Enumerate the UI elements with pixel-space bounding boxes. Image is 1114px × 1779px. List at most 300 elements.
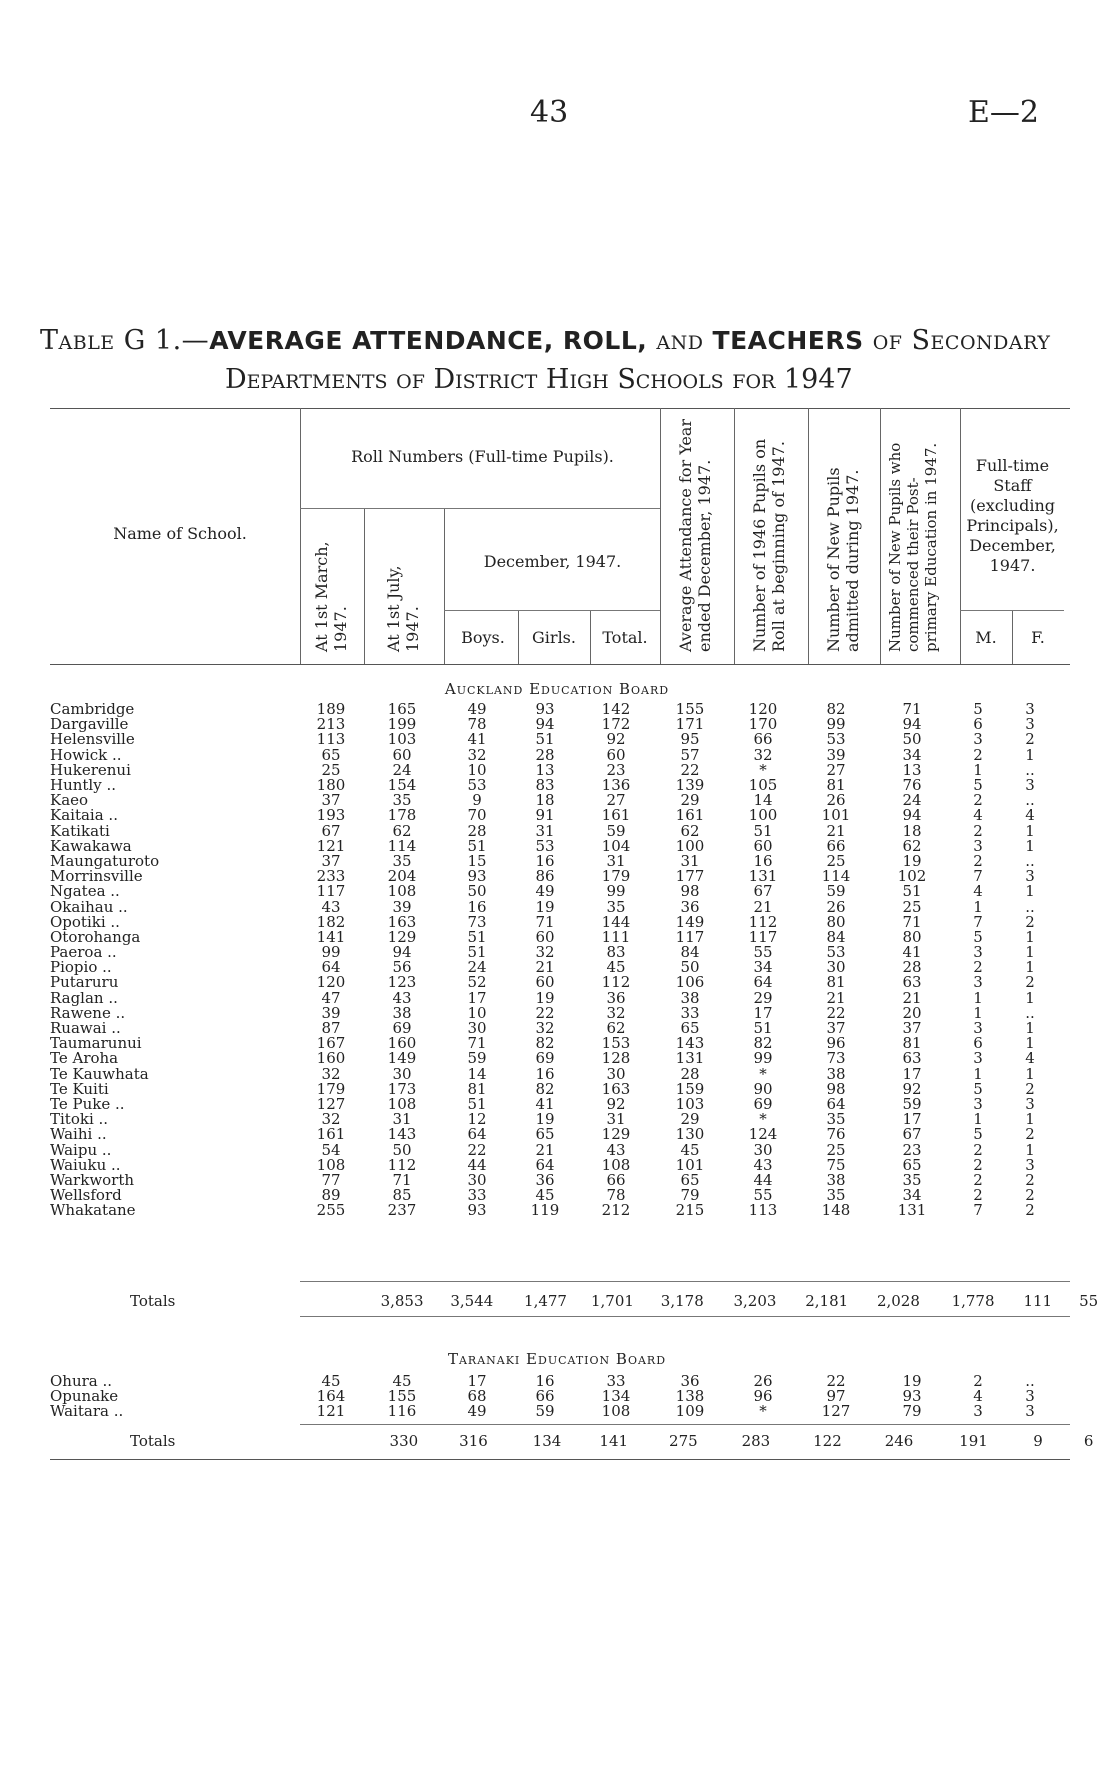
taranaki-totals [50,1430,1114,1452]
table-cell: 36 [535,1170,555,1189]
table-cell: 114 [387,836,417,855]
table-cell: 68 [467,1387,487,1406]
table-row [50,1404,1056,1419]
table-cell: * [759,760,767,779]
table-cell: 170 [748,715,778,734]
table-cell: 6 [973,715,983,734]
divider [444,610,660,611]
table-cell: 111 [601,927,631,946]
table-cell: 2 [973,1140,983,1159]
table-cell: 51 [467,836,487,855]
table-cell: 35 [392,851,412,870]
table-cell: 65 [680,1170,700,1189]
table-cell: 103 [387,730,417,749]
table-cell: 148 [821,1201,851,1220]
table-cell: 179 [316,1079,346,1098]
divider [444,508,445,664]
table-cell: 3 [973,943,983,962]
table-cell: 30 [467,1019,487,1038]
divider [518,610,519,664]
table-cell: 4 [973,1387,983,1406]
table-cell: * [759,1402,767,1421]
table-cell: 2 [1025,1125,1035,1144]
table-cell: 1 [1025,836,1035,855]
title-prefix: Table G 1.— [40,325,210,356]
table-cell: 63 [902,973,922,992]
divider [1012,610,1013,664]
table-cell: 9 [1033,1431,1043,1450]
table-cell: 124 [748,1125,778,1144]
table-cell: 50 [902,730,922,749]
table-cell: 3 [1025,715,1035,734]
table-cell: 83 [535,776,555,795]
table-cell: 28 [467,821,487,840]
table-cell: 142 [601,700,631,719]
table-cell: 117 [675,927,705,946]
table-cell: 92 [606,1094,626,1113]
table-cell: 76 [826,1125,846,1144]
table-cell: 45 [535,1186,555,1205]
table-cell: 114 [821,867,851,886]
divider [960,610,1064,611]
table-cell: 32 [467,745,487,764]
table-cell: 65 [535,1125,555,1144]
totals-label: Totals [130,1431,176,1450]
table-cell: 17 [467,1372,487,1391]
school-name: Howick .. [50,745,122,764]
table-cell: 30 [392,1064,412,1083]
school-name: Maungaturoto [50,851,160,870]
table-cell: 113 [748,1201,778,1220]
table-cell: 98 [826,1079,846,1098]
table-cell: 67 [321,821,341,840]
table-cell: 43 [392,988,412,1007]
table-cell: 60 [535,973,555,992]
table-cell: 30 [753,1140,773,1159]
table-cell: 99 [826,715,846,734]
taranaki-table [50,1374,1056,1420]
table-cell: 121 [316,1402,346,1421]
table-cell: 179 [601,867,631,886]
table-cell: 127 [316,1094,346,1113]
table-cell: 93 [467,1201,487,1220]
table-cell: 37 [826,1019,846,1038]
table-cell: 127 [821,1402,851,1421]
table-cell: 28 [535,745,555,764]
table-cell: 26 [826,897,846,916]
page-number: 43 [530,95,569,130]
column-header-new-pupils: Number of New Pupils admitted during 1947. [824,467,862,652]
table-cell: 1 [1025,745,1035,764]
school-name: Morrinsville [50,867,143,886]
table-cell: 22 [826,1003,846,1022]
school-name: Otorohanga [50,927,141,946]
totals-label: Totals [130,1291,176,1310]
table-cell: 78 [467,715,487,734]
table-cell: 161 [675,806,705,825]
table-cell: 172 [601,715,631,734]
table-cell: 24 [902,791,922,810]
table-title [40,325,1080,356]
title-bold-1: AVERAGE ATTENDANCE, ROLL, [209,326,648,355]
table-cell: 36 [680,897,700,916]
table-cell: 77 [321,1170,341,1189]
table-cell: 22 [680,760,700,779]
school-name: Te Puke .. [50,1094,125,1113]
table-cell: 191 [959,1431,988,1450]
divider [300,408,301,664]
school-name: Hukerenui [50,760,131,779]
table-cell: 51 [753,821,773,840]
table-cell: 34 [902,745,922,764]
table-cell: 104 [601,836,631,855]
table-cell: 33 [606,1372,626,1391]
table-cell: 105 [748,776,778,795]
section-heading-taranaki: Taranaki Education Board [447,1350,667,1368]
table-cell: 2 [973,958,983,977]
table-cell: 113 [316,730,346,749]
school-name: Ruawai .. [50,1019,121,1038]
table-cell: 81 [467,1079,487,1098]
table-cell: .. [1025,1372,1035,1391]
table-cell: 193 [316,806,346,825]
table-cell: 16 [753,851,773,870]
table-cell: 41 [467,730,487,749]
table-cell: 3,544 [450,1291,494,1310]
table-cell: 73 [826,1049,846,1068]
table-cell: 3,853 [380,1291,424,1310]
table-cell: 3,178 [660,1291,704,1310]
table-cell: 165 [387,700,417,719]
table-cell: 16 [535,1372,555,1391]
table-cell: 189 [316,700,346,719]
table-cell: 1 [1025,1140,1035,1159]
totals-rule [300,1281,1070,1282]
table-cell: 131 [748,867,778,886]
table-cell: 36 [680,1372,700,1391]
table-cell: 4 [973,806,983,825]
table-cell: 1 [1025,1034,1035,1053]
table-cell: 32 [753,745,773,764]
table-cell: 1 [1025,882,1035,901]
table-cell: 81 [902,1034,922,1053]
table-cell: 5 [973,776,983,795]
table-cell: 59 [902,1094,922,1113]
table-cell: 66 [606,1170,626,1189]
table-cell: 64 [826,1094,846,1113]
table-cell: 131 [675,1049,705,1068]
table-cell: 99 [753,1049,773,1068]
table-cell: 1 [1025,821,1035,840]
school-name: Titoki .. [50,1110,109,1129]
table-cell: 212 [601,1201,631,1220]
column-header-girls: Girls. [532,628,576,647]
table-cell: 3 [1025,1094,1035,1113]
table-cell: 93 [902,1387,922,1406]
table-cell: 2 [973,1155,983,1174]
table-cell: 36 [606,988,626,1007]
table-cell: 1 [973,1110,983,1129]
table-cell: 2 [1025,1170,1035,1189]
table-cell: 199 [387,715,417,734]
table-cell: 26 [826,791,846,810]
table-cell: 141 [316,927,346,946]
divider [364,508,365,664]
column-header-march: At 1st March, 1947. [312,541,350,652]
table-cell: 34 [753,958,773,977]
school-name: Te Aroha [50,1049,119,1068]
table-cell: 71 [392,1170,412,1189]
table-cell: 13 [535,760,555,779]
table-cell: 21 [535,958,555,977]
table-cell: 69 [535,1049,555,1068]
table-cell: 59 [535,1402,555,1421]
table-cell: 117 [316,882,346,901]
table-cell: 54 [321,1140,341,1159]
table-cell: 35 [392,791,412,810]
table-cell: 25 [826,851,846,870]
table-cell: 246 [884,1431,914,1450]
table-cell: 2 [1025,973,1035,992]
table-cell: 63 [902,1049,922,1068]
table-cell: 102 [897,867,927,886]
table-cell: 100 [748,806,778,825]
header-top-rule [50,408,1070,409]
table-cell: 45 [680,1140,700,1159]
table-cell: 96 [753,1387,773,1406]
divider [590,610,591,664]
table-cell: 84 [826,927,846,946]
table-cell: 237 [387,1201,417,1220]
table-cell: 112 [748,912,778,931]
table-cell: 1 [973,1003,983,1022]
table-cell: 27 [606,791,626,810]
table-cell: 108 [387,882,417,901]
table-cell: 53 [535,836,555,855]
table-cell: 2 [1025,1186,1035,1205]
totals-row [50,1290,1114,1312]
table-cell: 37 [321,851,341,870]
totals-rule [300,1424,1070,1425]
school-name: Kawakawa [50,836,132,855]
table-cell: 1 [1025,1110,1035,1129]
table-cell: 21 [826,988,846,1007]
table-cell: 89 [321,1186,341,1205]
table-cell: 3 [973,1094,983,1113]
table-cell: 119 [530,1201,560,1220]
table-cell: 19 [902,851,922,870]
table-cell: 44 [753,1170,773,1189]
table-cell: 3,203 [733,1291,777,1310]
table-cell: 204 [387,867,417,886]
table-cell: 275 [669,1431,698,1450]
table-cell: 22 [826,1372,846,1391]
school-name: Te Kauwhata [50,1064,149,1083]
table-cell: 52 [467,973,487,992]
table-cell: 1 [973,1064,983,1083]
table-cell: 101 [675,1155,705,1174]
table-cell: 64 [321,958,341,977]
table-cell: 67 [902,1125,922,1144]
table-cell: 60 [535,927,555,946]
table-cell: 71 [902,700,922,719]
table-cell: 6 [1083,1431,1094,1450]
school-name: Waipu .. [50,1140,112,1159]
table-cell: 25 [902,897,922,916]
table-cell: 50 [680,958,700,977]
table-cell: 3 [1025,1387,1035,1406]
table-cell: .. [1025,1003,1035,1022]
table-cell: 2,028 [876,1291,920,1310]
school-name: Ngatea .. [50,882,120,901]
table-cell: 95 [680,730,700,749]
school-name: Taumarunui [50,1034,142,1053]
table-cell: 138 [675,1387,705,1406]
table-cell: 30 [826,958,846,977]
table-cell: 27 [826,760,846,779]
table-cell: 149 [675,912,705,931]
table-cell: 21 [902,988,922,1007]
table-cell: 82 [535,1079,555,1098]
table-cell: 7 [973,912,983,931]
table-cell: 4 [1025,1049,1035,1068]
table-cell: 155 [387,1387,417,1406]
table-cell: 144 [601,912,631,931]
table-cell: 19 [535,897,555,916]
auckland-totals [50,1290,1114,1312]
table-cell: 45 [606,958,626,977]
table-cell: 122 [813,1431,842,1450]
table-cell: 131 [897,1201,927,1220]
table-cell: 38 [826,1064,846,1083]
table-cell: 10 [467,1003,487,1022]
table-cell: 12 [467,1110,487,1129]
table-cell: 116 [387,1402,417,1421]
school-name: Cambridge [50,700,135,719]
table-cell: 3 [1025,867,1035,886]
school-name: Ohura .. [50,1372,113,1391]
table-cell: 31 [535,821,555,840]
table-cell: 2 [973,791,983,810]
table-cell: 1 [973,988,983,1007]
table-cell: 66 [535,1387,555,1406]
table-cell: 65 [902,1155,922,1174]
table-cell: 1 [1025,943,1035,962]
table-cell: 65 [321,745,341,764]
column-header-m: M. [975,628,997,647]
table-cell: 64 [753,973,773,992]
table-cell: 17 [753,1003,773,1022]
table-cell: 50 [467,882,487,901]
divider [960,408,961,664]
table-cell: 160 [387,1034,417,1053]
table-cell: 178 [387,806,417,825]
table-cell: 108 [316,1155,346,1174]
table-cell: 4 [1025,806,1035,825]
table-cell: 163 [387,912,417,931]
table-cell: 59 [826,882,846,901]
table-cell: 1 [1025,927,1035,946]
table-cell: 51 [467,1094,487,1113]
table-cell: 55 [753,943,773,962]
table-cell: 79 [680,1186,700,1205]
header-bottom-rule [50,664,1070,665]
table-cell: 128 [601,1049,631,1068]
table-cell: 76 [902,776,922,795]
school-name: Waiuku .. [50,1155,121,1174]
table-cell: 177 [675,867,705,886]
table-cell: 120 [748,700,778,719]
table-cell: 94 [902,806,922,825]
table-cell: 15 [467,851,487,870]
table-cell: 134 [532,1431,562,1450]
column-header-f: F. [1031,628,1045,647]
table-cell: 213 [316,715,346,734]
table-cell: 92 [606,730,626,749]
table-cell: 154 [387,776,417,795]
table-cell: 1,477 [524,1291,567,1310]
table-row [50,1203,1056,1218]
table-cell: 60 [606,745,626,764]
table-cell: 44 [467,1155,487,1174]
table-cell: 120 [316,973,346,992]
table-cell: 2 [973,1186,983,1205]
table-cell: 31 [606,851,626,870]
table-cell: 60 [392,745,412,764]
table-cell: 16 [535,1064,555,1083]
table-cell: 3 [973,973,983,992]
table-cell: 53 [826,943,846,962]
school-name: Raglan .. [50,988,118,1007]
table-cell: 14 [753,791,773,810]
table-cell: .. [1025,897,1035,916]
table-cell: 71 [535,912,555,931]
table-cell: 167 [316,1034,346,1053]
table-cell: 32 [535,1019,555,1038]
table-cell: 49 [467,1402,487,1421]
school-name: Opunake [50,1387,119,1406]
table-cell: 1 [973,760,983,779]
table-cell: 109 [675,1402,705,1421]
school-name: Piopio .. [50,958,112,977]
table-cell: 51 [753,1019,773,1038]
table-cell: 182 [316,912,346,931]
table-cell: 93 [535,700,555,719]
table-cell: 81 [826,973,846,992]
school-name: Whakatane [50,1201,136,1220]
table-cell: 30 [606,1064,626,1083]
table-cell: 16 [535,851,555,870]
table-cell: 29 [680,791,700,810]
table-cell: 31 [606,1110,626,1129]
school-name: Opotiki .. [50,912,120,931]
table-cell: 19 [902,1372,922,1391]
table-cell: 31 [392,1110,412,1129]
table-cell: 22 [467,1140,487,1159]
table-cell: 5 [973,1125,983,1144]
table-title-line-2: Departments of District High Schools for 1947 [225,364,853,395]
table-cell: 86 [535,867,555,886]
table-cell: 51 [535,730,555,749]
table-cell: 255 [316,1201,346,1220]
table-cell: 3 [1025,1155,1035,1174]
table-cell: 141 [599,1431,629,1450]
table-cell: 45 [321,1372,341,1391]
table-cell: 82 [753,1034,773,1053]
table-cell: 56 [392,958,412,977]
table-cell: 21 [753,897,773,916]
table-cell: 159 [675,1079,705,1098]
